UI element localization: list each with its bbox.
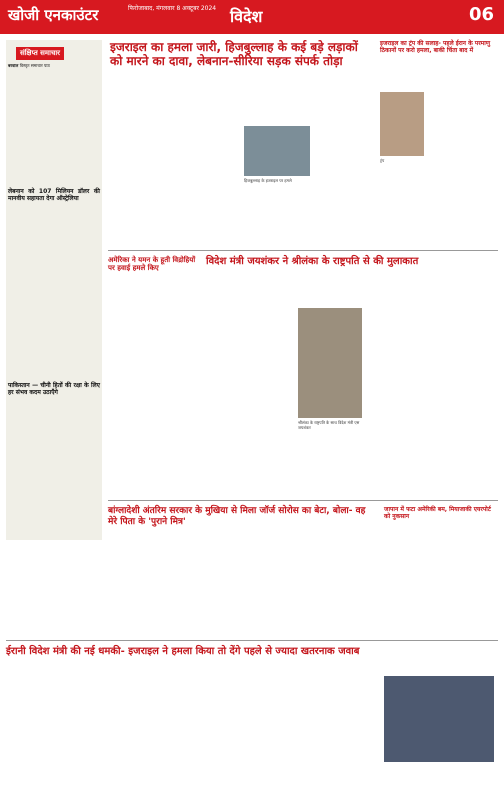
dateline: फिरोजाबाद, मंगलवार 8 अक्टूबर 2024	[128, 5, 217, 12]
jaishankar-headline: विदेश मंत्री जयशंकर ने श्रीलंका के राष्ट्रपति से की मुलाकात	[206, 256, 419, 267]
lead-story	[110, 40, 372, 234]
yemen-headline: अमेरिका ने यमन के हूती विद्रोहियों पर हवाई हमले किए	[108, 256, 196, 272]
brief-item3-head: पाकिस्तान — चीनी हितों की रक्षा के लिए हर संभव कदम उठाएँगे	[8, 382, 100, 397]
section-title: विदेश	[230, 7, 263, 26]
brief-news-box	[6, 40, 102, 540]
jaishankar-story	[206, 256, 498, 268]
lead-caption: हिजबुल्लाह के इजराइल पर हमले	[244, 178, 292, 183]
divider-1	[108, 250, 498, 251]
brief-item1-text: विस्तृत समाचार पाठ	[19, 63, 50, 68]
brief-item2-head: लेबनान को 107 मिलियन डॉलर की मानवीय सहायता देगा ऑस्ट्रेलिया	[8, 188, 100, 203]
jaishankar-photo	[298, 308, 362, 418]
yemen-story	[108, 256, 200, 272]
bangladesh-headline: बांग्लादेशी अंतरिम सरकार के मुखिया से मिला जॉर्ज सोरोस का बेटा, बोला- वह मेरे पिता के 'पुराने मित्र'	[108, 506, 366, 527]
brief-news-label: संक्षिप्त समाचार	[16, 47, 64, 60]
divider-2	[108, 500, 498, 501]
lead-headline: इजराइल का हमला जारी, हिजबुल्लाह के कई बड़े लड़ाकों को मारने का दावा, लेबनान-सीरिया सड़क संपर्क तोड़ा	[110, 40, 358, 68]
lead-body	[110, 74, 372, 234]
masthead: खोजी एनकाउंटर	[8, 6, 99, 24]
right-story	[380, 40, 498, 54]
right-headline: इजराइल का ट्रंप की सलाह- पहले ईरान के परमाणु ठिकानों पर करो हमला, बाकी चिंता बाद में	[380, 40, 491, 54]
trump-caption: ट्रंप	[380, 158, 385, 163]
page-number: 06	[468, 4, 494, 25]
iran-headline: ईरानी विदेश मंत्री की नई धमकी- इजराइल ने हमला किया तो देंगे पहले से ज्यादा खतरनाक जवाब	[6, 646, 360, 657]
iran-photo	[384, 676, 494, 762]
japan-headline: जापान में फटा अमेरिकी बम, मियाजाकी एयरपोर्ट को नुकसान	[384, 506, 491, 520]
page-header	[0, 0, 504, 34]
iran-story	[6, 646, 498, 658]
trump-photo	[380, 92, 424, 156]
japan-story	[384, 506, 498, 520]
bangladesh-story	[108, 506, 376, 528]
jaishankar-caption: श्रीलंका के राष्ट्रपति के साथ विदेश मंत्री एस जयशंकर	[298, 420, 360, 430]
brief-item1-head: बरवाल	[8, 63, 19, 68]
divider-3	[6, 640, 498, 641]
lead-photo	[244, 126, 310, 176]
